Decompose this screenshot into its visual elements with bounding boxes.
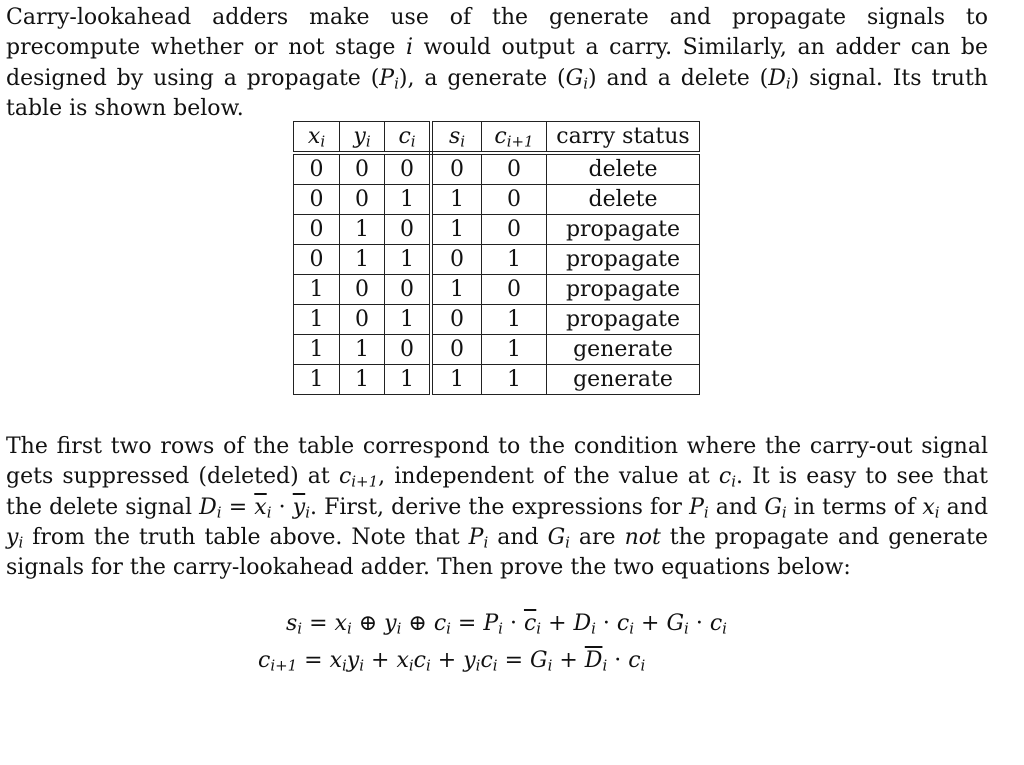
table-cell: 1 (385, 185, 432, 215)
table-cell: 0 (431, 153, 482, 185)
table-cell: 1 (431, 365, 482, 395)
header-x: $x_i$ (294, 122, 340, 154)
table-cell: 1 (385, 305, 432, 335)
table-cell: 1 (340, 365, 385, 395)
table-cell: 0 (431, 245, 482, 275)
table-row (294, 275, 700, 305)
table-cell: 0 (340, 275, 385, 305)
table-cell: 0 (431, 305, 482, 335)
table-cell: 0 (385, 215, 432, 245)
equation-sum: $s_i = x_i$ ⊕ $y_i$ ⊕ $c_i = P_i \cdot \overline{c}_i + D_i \cdot c_i + G_i \cdot c_i$ (286, 611, 727, 638)
table-cell: 0 (294, 153, 340, 185)
table-row (294, 215, 700, 245)
table-cell: 1 (294, 305, 340, 335)
table-cell: generate (547, 365, 700, 395)
table-cell: 1 (482, 305, 547, 335)
table-cell: propagate (547, 305, 700, 335)
table-cell: 1 (385, 245, 432, 275)
header-c-next: $c_{i+1}$ (482, 122, 547, 154)
table-cell: 1 (482, 245, 547, 275)
table-cell: 1 (294, 275, 340, 305)
table-cell: 1 (431, 185, 482, 215)
table-cell: 0 (482, 153, 547, 185)
table-cell: 0 (482, 215, 547, 245)
table-row (294, 185, 700, 215)
table-cell: 0 (340, 185, 385, 215)
table-cell: 0 (294, 185, 340, 215)
table-cell: 0 (294, 245, 340, 275)
header-s: $s_i$ (431, 122, 482, 154)
table-cell: 1 (294, 335, 340, 365)
table-cell: 0 (482, 275, 547, 305)
table-cell: 1 (294, 365, 340, 395)
table-cell: 0 (385, 153, 432, 185)
table-cell: 0 (431, 335, 482, 365)
equation-carry: $c_{i+1} = x_iy_i + x_ic_i + y_ic_i = G_i + \overline{D}_i \cdot c_i$ (258, 648, 646, 675)
table-row (294, 153, 700, 185)
truth-table (293, 121, 700, 395)
table-cell: propagate (547, 215, 700, 245)
table-cell: 1 (482, 335, 547, 365)
table-row (294, 305, 700, 335)
table-cell: 0 (340, 305, 385, 335)
table-cell: 0 (340, 153, 385, 185)
table-cell: 0 (482, 185, 547, 215)
table-cell: 1 (431, 215, 482, 245)
intro-paragraph: Carry-lookahead adders make use of the generate and propagate signals to precompute whether or not stage i would output a carry. Similarly, an adder can be designed by using a propagate $(P_i)$, a generate $(G_i)$ and a delete $(D_i)$ signal. Its truth table is shown below. (6, 5, 988, 121)
table-header-row (294, 122, 700, 154)
header-carry-status: carry status (547, 122, 700, 154)
table-cell: 1 (340, 245, 385, 275)
table-cell: propagate (547, 245, 700, 275)
table-cell: 1 (340, 215, 385, 245)
header-c: $c_i$ (385, 122, 432, 154)
table-cell: 1 (340, 335, 385, 365)
table-cell: generate (547, 335, 700, 365)
table-cell: propagate (547, 275, 700, 305)
table-cell: 1 (482, 365, 547, 395)
table-cell: 0 (385, 335, 432, 365)
table-row (294, 365, 700, 395)
table-cell: delete (547, 185, 700, 215)
explanation-paragraph: The first two rows of the table correspond to the condition where the carry-out signal gets suppressed (deleted) at $c_{i+1}$, independent of the value at $c_i$. It is easy to see that the delete signal $D_i = \overline{x}_i \cdot \overline{y}_i$. First, derive the expressions for $P_i$ and $G_i$ in terms of $x_i$ and $y_i$ from the truth table above. Note that $P_i$ and $G_i$ are not the propagate and generate signals for the carry-lookahead adder. Then prove the two equations below: (6, 434, 989, 581)
table-body (294, 153, 700, 395)
table-cell: delete (547, 153, 700, 185)
header-y: $y_i$ (340, 122, 385, 154)
table-cell: 1 (431, 275, 482, 305)
table-row (294, 245, 700, 275)
table-cell: 0 (294, 215, 340, 245)
table-cell: 1 (385, 365, 432, 395)
table-row (294, 335, 700, 365)
table-cell: 0 (385, 275, 432, 305)
